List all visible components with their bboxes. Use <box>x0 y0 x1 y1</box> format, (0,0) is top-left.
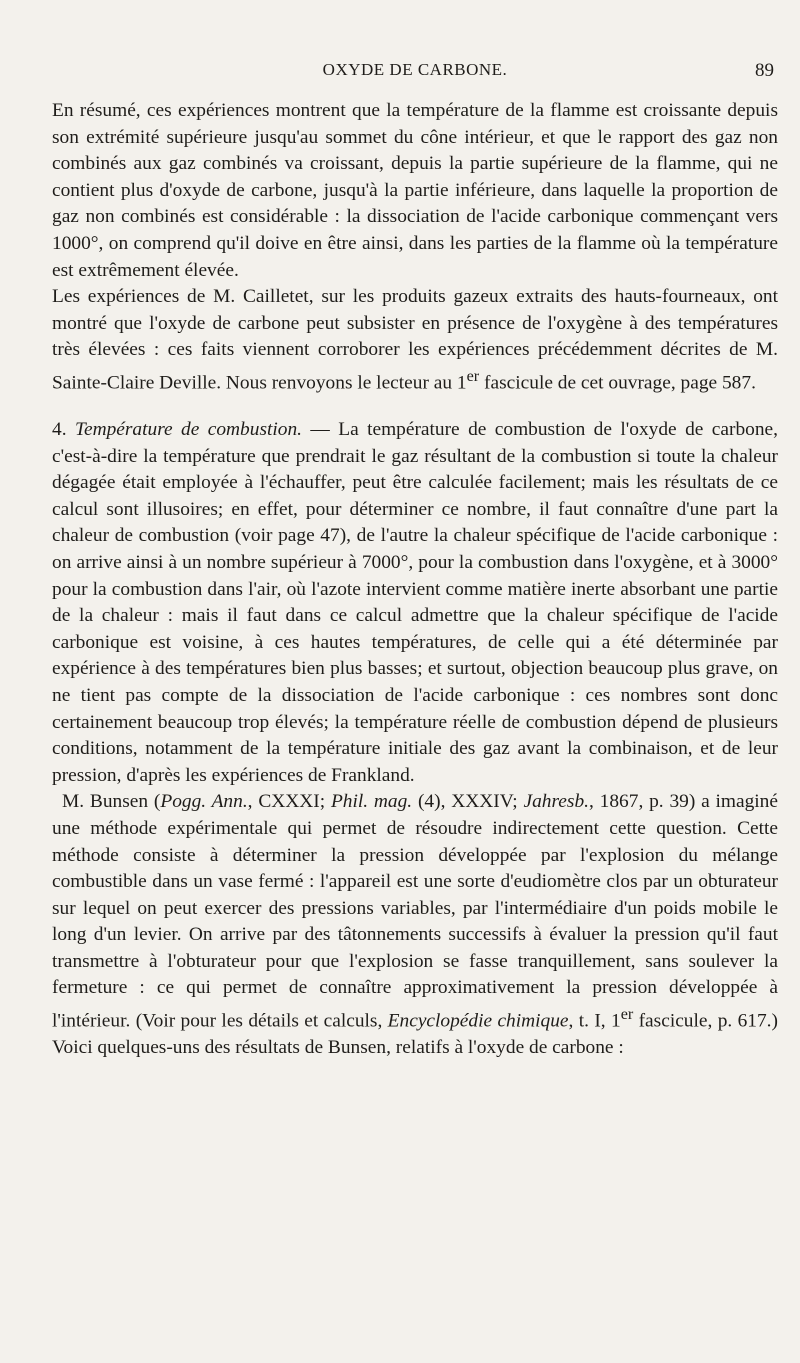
bunsen-text-3: (4), XXXIV; <box>412 791 524 813</box>
paragraph-combustion-temperature <box>52 417 778 789</box>
bunsen-text-6: fascicule, p. 617.) Voici quelques-uns des résultats de Bunsen, relatifs à l'oxyde de carbone : <box>52 1010 778 1059</box>
page-body <box>52 98 778 1062</box>
ordinal-superscript: er <box>466 367 480 385</box>
paragraph-cailletet-end: fascicule de cet ouvrage, page 587. <box>479 372 756 394</box>
page-header <box>52 60 778 88</box>
section-title: Température de combustion. <box>74 419 303 440</box>
paragraph-summary: En résumé, ces expériences montrent que la température de la flamme est croissante depuis son extrémité supérieure jusqu'au sommet du cône intérieur, et que le rapport des gaz non combinés aux gaz combinés va croissant, depuis la partie supérieure de la flamme, qui ne contient plus d'oxyde de carbone, jusqu'à la partie inférieure, dans laquelle la proportion de gaz non combinés est considérable : la dissociation de l'acide carbonique commençant vers 1000°, on comprend qu'il doive en être ainsi, dans les parties de la flamme où la température est extrêmement élevée. <box>52 100 778 281</box>
paragraph-cailletet <box>52 284 778 397</box>
bunsen-text-5: , t. I, 1 <box>568 1010 621 1032</box>
section-number: 4. <box>52 419 67 440</box>
bunsen-text-4: , 1867, p. 39) a imaginé une méthode expérimentale qui permet de résoudre indirectement cette question. Cette méthode consiste à déterminer la pression développée par l'explosion du mélange combustible dans un vase fermé : l'appareil est une sorte d'eudiomètre clos par un obturateur sur lequel on peut exercer des pressions variables, par l'intermédiaire d'un poids mobile le long d'un levier. On arrive par des tâtonnements successifs à évaluer la pression qu'il faut transmettre à l'obturateur pour que l'explosion se fasse tranquillement, sans soulever la fermeture : ce qui permet de connaître approximativement la pression développée à l'intérieur. (Voir pour les détails et calculs, <box>52 791 778 1032</box>
citation-phil-mag: Phil. mag. <box>330 791 413 813</box>
bunsen-text-1: M. Bunsen ( <box>62 791 161 813</box>
section-gap <box>52 397 778 417</box>
page-number: 89 <box>755 60 774 81</box>
citation-encyclopedie: Encyclopédie chimique <box>387 1010 569 1032</box>
citation-jahresb: Jahresb. <box>523 791 589 813</box>
citation-pogg-ann: Pogg. Ann. <box>160 791 248 813</box>
paragraph-bunsen <box>52 789 778 1061</box>
running-title: OXYDE DE CARBONE. <box>322 60 508 79</box>
section-text: — La température de combustion de l'oxyde de carbone, c'est-à-dire la température que prendrait le gaz résultant de la combustion si toute la chaleur dégagée était employée à l'échauffer, peut être calculée facilement; mais les résultats de ce calcul sont illusoires; en effet, pour déterminer ce nombre, il faut connaître d'une part la chaleur de combustion (voir page 47), de l'autre la chaleur spécifique de l'acide carbonique : on arrive ainsi à un nombre supérieur à 7000°, pour la combustion dans l'oxygène, et à 3000° pour la combustion dans l'air, où l'azote intervient comme matière inerte absorbant une partie de la chaleur : mais il faut dans ce calcul admettre que la chaleur spécifique de l'acide carbonique est voisine, à ces hautes températures, de celle qui a été déterminée par expérience à des températures bien plus basses; et surtout, objection beaucoup plus grave, on ne tient pas compte de la dissociation de l'acide carbonique : ces nombres sont donc certainement beaucoup trop élevés; la température réelle de combustion dépend de plusieurs conditions, notamment de la température initiale des gaz avant la combinaison, et de leur pression, d'après les expériences de Frankland. <box>52 419 778 786</box>
paragraph-cailletet-text: Les expériences de M. Cailletet, sur les produits gazeux extraits des hauts-fourneaux, ont montré que l'oxyde de carbone peut subsister en présence de l'oxygène à des températures très élevées : ces faits viennent corroborer les expériences précédemment décrites de M. Sainte-Claire Deville. Nous renvoyons le lecteur au 1 <box>52 286 778 394</box>
ordinal-superscript-2: er <box>620 1006 634 1024</box>
bunsen-text-2: , CXXXI; <box>247 791 331 813</box>
